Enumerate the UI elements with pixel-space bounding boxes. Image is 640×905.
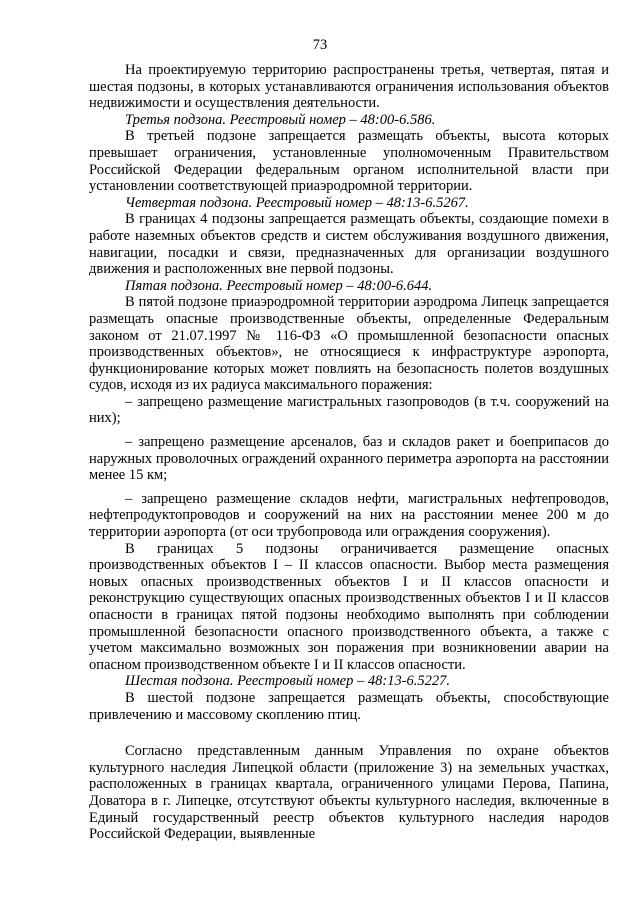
cultural-heritage-paragraph: Согласно представленным данным Управления по охране объектов культурного наследия Липецкой области (приложение 3) на земельных участках, расположенных в границах квартала, ограниченного улицами Перова, Папина, Доватора в г. Липецке, отсутствуют объекты культурного наследия, включенные в Единый государственный реестр объектов культурного наследия народов Российской Федерации, выявленные <box>89 743 609 843</box>
subzone-6-text: В шестой подзоне запрещается размещать объекты, способствующие привлечению и массовому скоплению птиц. <box>89 689 609 723</box>
document-body <box>89 62 609 843</box>
list-item-arsenals: – запрещено размещение арсеналов, баз и складов ракет и боеприпасов до наружных проволочных ограждений охранного периметра аэропорта на расстоянии менее 15 км; <box>89 434 609 484</box>
subzone-3-heading: Третья подзона. Реестровый номер – 48:00-6.586. <box>125 111 436 128</box>
subzone-4-text: В границах 4 подзоны запрещается размещать объекты, создающие помехи в работе наземных объектов средств и систем обслуживания воздушного движения, навигации, посадки и связи, предназначенных для организации воздушного движения и расположенных вне первой подзоны. <box>89 211 609 278</box>
subzone-5-heading: Пятая подзона. Реестровый номер – 48:00-6.644. <box>125 277 433 294</box>
subzone-3-text: В третьей подзоне запрещается размещать объекты, высота которых превышает ограничения, установленные уполномоченным Правительством Российской Федерации федеральным органом исполнительной власти при установлении соответствующей приаэродромной территории. <box>89 128 609 195</box>
intro-paragraph: На проектируемую территорию распространены третья, четвертая, пятая и шестая подзоны, в которых устанавливаются ограничения использования объектов недвижимости и осуществления деятельности. <box>89 62 609 112</box>
subzone-5-text: В пятой подзоне приаэродромной территории аэродрома Липецк запрещается размещать опасные производственные объекты, определенные Федеральным законом от 21.07.1997 № 116-ФЗ «О промышленной безопасности опасных производственных объектов», не относящиеся к инфраструктуре аэропорта, функционирование которых может повлиять на безопасность полетов воздушных судов, исходя из их радиуса максимального поражения: <box>89 294 609 394</box>
paragraph-gap <box>89 723 609 743</box>
subzone-5-restrictions: В границах 5 подзоны ограничивается размещение опасных производственных объектов I – II классов опасности. Выбор места размещения новых опасных производственных объектов I и II классов опасности и реконструкцию существующих опасных производственных объектов I и II классов опасности в границах пятой подзоны необходимо выполнять при соблюдении промышленной безопасности опасного производственного объекта, а также с учетом максимально возможных зон поражения при возникновении аварии на опасном производственном объекте I и II классов опасности. <box>89 540 609 673</box>
list-item-gas-pipelines: – запрещено размещение магистральных газопроводов (в т.ч. сооружений на них); <box>89 393 609 427</box>
subzone-4-heading: Четвертая подзона. Реестровый номер – 48:13-6.5267. <box>125 194 469 211</box>
list-item-oil-storage: – запрещено размещение складов нефти, магистральных нефтепроводов, нефтепродуктопроводов и сооружений на них на расстоянии менее 200 м до территории аэропорта (от оси трубопровода или ограждения сооружения). <box>89 490 609 541</box>
page-number: 73 <box>312 37 328 53</box>
subzone-6-heading: Шестая подзона. Реестровый номер – 48:13-6.5227. <box>125 673 451 690</box>
